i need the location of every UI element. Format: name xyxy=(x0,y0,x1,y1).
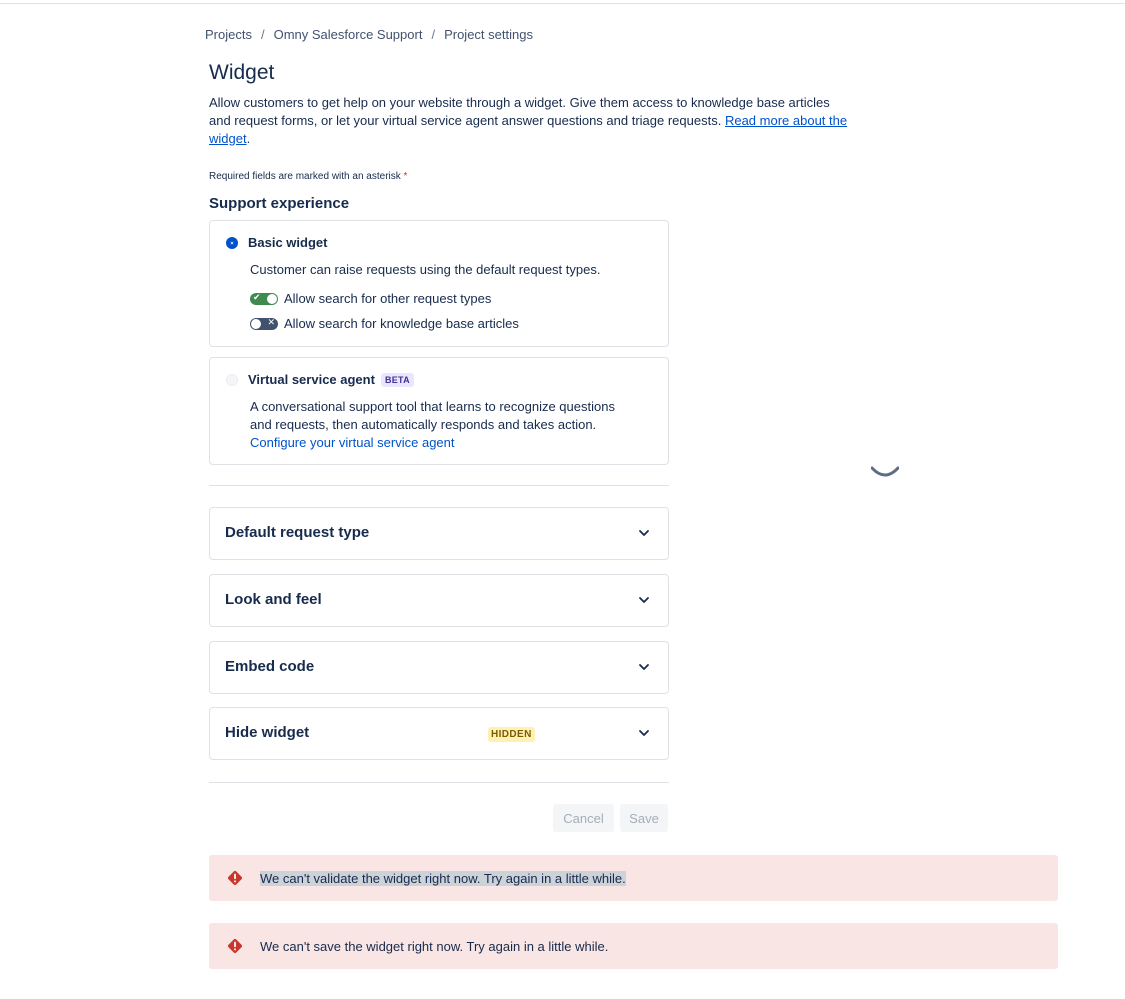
page-description xyxy=(209,94,849,148)
error-icon xyxy=(226,937,244,955)
request-types-toggle-label: Allow search for other request types xyxy=(284,291,492,306)
description-end: . xyxy=(246,131,251,146)
request-types-toggle[interactable] xyxy=(250,293,278,305)
basic-widget-text: Customer can raise requests using the default request types. xyxy=(250,262,601,277)
section-title: Embed code xyxy=(225,658,315,675)
error-alert-text: We can't save the widget right now. Try again in a little while. xyxy=(260,938,609,954)
breadcrumb-project[interactable]: Omny Salesforce Support xyxy=(273,27,423,42)
divider xyxy=(209,782,669,783)
virtual-agent-option[interactable] xyxy=(209,357,669,465)
chevron-down-icon xyxy=(638,527,650,539)
virtual-agent-radio[interactable] xyxy=(226,374,238,386)
page-title: Widget xyxy=(209,61,275,84)
loading-spinner-icon xyxy=(871,460,899,480)
error-alert-save xyxy=(209,923,1058,969)
breadcrumb-separator: / xyxy=(260,27,265,42)
top-border xyxy=(0,3,1125,4)
toggle-knob xyxy=(267,294,277,304)
beta-badge: BETA xyxy=(381,373,414,387)
section-title: Hide widget xyxy=(225,724,310,741)
section-embed-code[interactable] xyxy=(209,641,669,694)
error-icon xyxy=(226,869,244,887)
basic-widget-title: Basic widget xyxy=(248,235,328,250)
breadcrumb xyxy=(205,27,533,42)
support-experience-label: Support experience xyxy=(209,195,350,212)
breadcrumb-projects[interactable]: Projects xyxy=(205,27,252,42)
error-alert-text: We can't validate the widget right now. Try again in a little while. xyxy=(260,870,626,886)
cancel-button[interactable]: Cancel xyxy=(553,804,614,832)
description-text: Allow customers to get help on your website through a widget. Give them access to knowledge base articles and request forms, or let your virtual service agent answer questions and triage requests. xyxy=(209,95,830,128)
chevron-down-icon xyxy=(638,661,650,673)
knowledge-base-toggle-label: Allow search for knowledge base articles xyxy=(284,316,519,331)
basic-widget-option[interactable] xyxy=(209,220,669,347)
virtual-agent-text: A conversational support tool that learns to recognize questions and requests, then automatically responds and takes action. xyxy=(250,399,615,432)
section-title: Look and feel xyxy=(225,591,322,608)
toggle-knob xyxy=(251,319,261,329)
breadcrumb-project-settings[interactable]: Project settings xyxy=(444,27,533,42)
error-alert-validate xyxy=(209,855,1058,901)
chevron-down-icon xyxy=(638,727,650,739)
check-icon: ✔ xyxy=(253,291,261,302)
cross-icon: ✕ xyxy=(267,316,275,327)
read-more-link[interactable]: Read more about the widget xyxy=(209,113,848,146)
toggle-row-request-types xyxy=(250,291,491,306)
virtual-agent-title-row xyxy=(248,372,414,387)
knowledge-base-toggle[interactable] xyxy=(250,318,278,330)
virtual-agent-title: Virtual service agent xyxy=(248,372,375,387)
section-hide-widget[interactable] xyxy=(209,707,669,760)
section-title: Default request type xyxy=(225,524,370,541)
configure-agent-link[interactable]: Configure your virtual service agent xyxy=(250,435,455,450)
divider xyxy=(209,485,669,486)
toggle-row-knowledge-base xyxy=(250,316,519,331)
required-asterisk: * xyxy=(403,171,408,182)
hidden-status-badge: HIDDEN xyxy=(488,727,535,742)
required-note xyxy=(209,171,407,182)
section-default-request-type[interactable] xyxy=(209,507,669,560)
breadcrumb-separator: / xyxy=(431,27,436,42)
save-button[interactable]: Save xyxy=(620,804,668,832)
required-note-text: Required fields are marked with an asterisk xyxy=(209,171,401,182)
basic-widget-radio[interactable] xyxy=(226,237,238,249)
section-look-and-feel[interactable] xyxy=(209,574,669,627)
chevron-down-icon xyxy=(638,594,650,606)
